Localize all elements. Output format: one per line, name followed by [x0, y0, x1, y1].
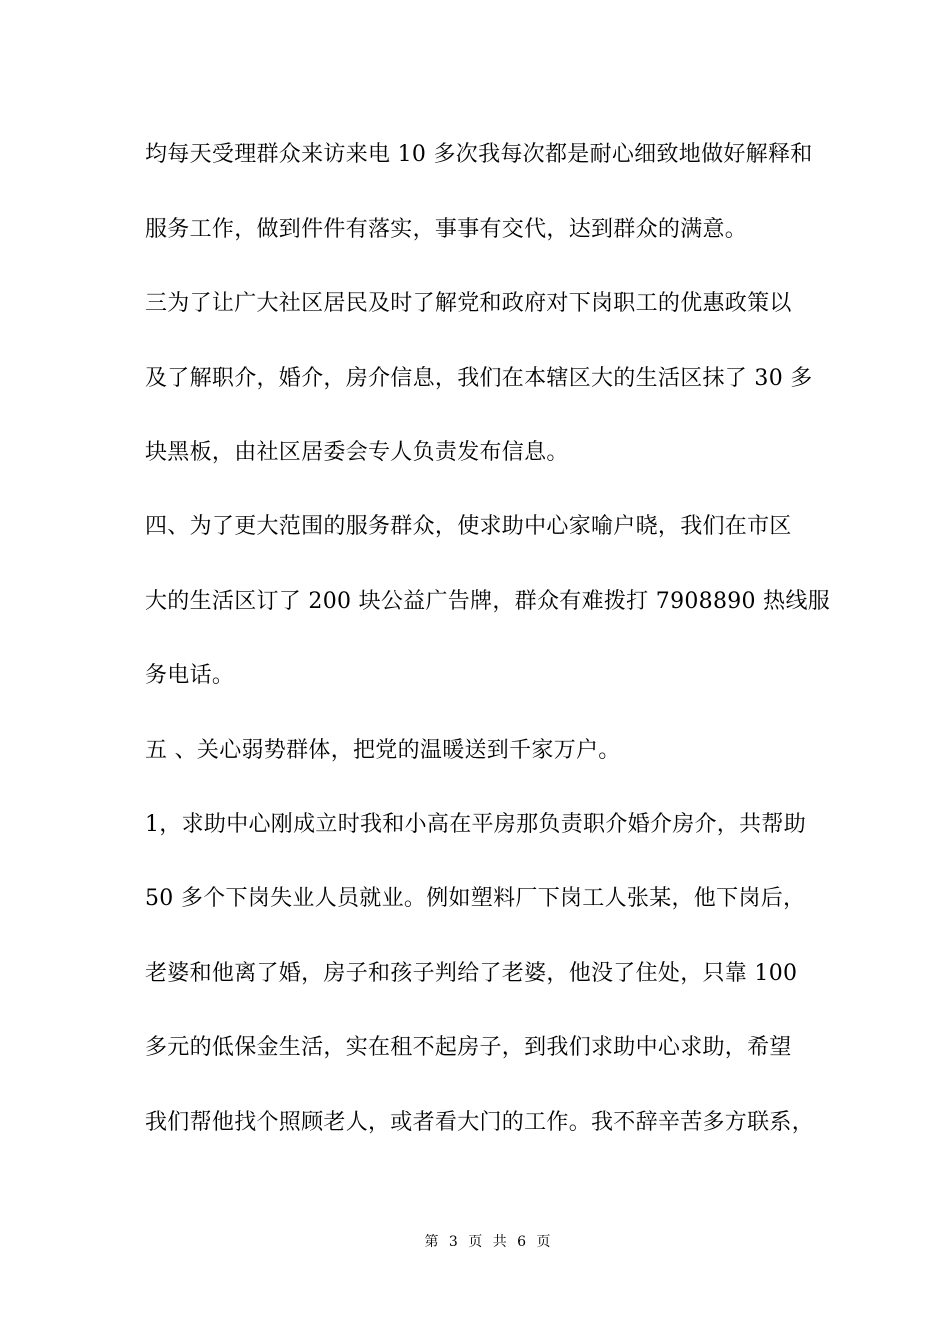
page-footer: [0, 1233, 950, 1251]
footer-page-unit: 页: [468, 1234, 483, 1250]
text-line: 五 、关心弱势群体，把党的温暖送到千家万户。: [145, 738, 621, 763]
text-line: 块黑板，由社区居委会专人负责发布信息。: [145, 440, 569, 465]
text-line: 我们帮他找个照顾老人，或者看大门的工作。我不辞辛苦多方联系，: [145, 1110, 815, 1135]
text-line: 及了解职介，婚介，房介信息，我们在本辖区大的生活区抹了 30 多: [145, 366, 813, 391]
text-line: 多元的低保金生活，实在租不起房子，到我们求助中心求助，希望: [145, 1035, 792, 1060]
footer-prefix: 第: [424, 1234, 439, 1250]
text-line: 四、为了更大范围的服务群众，使求助中心家喻户晓，我们在市区: [145, 514, 792, 539]
footer-total-unit: 页: [536, 1234, 551, 1250]
text-line: 50 多个下岗失业人员就业。例如塑料厂下岗工人张某，他下岗后，: [145, 886, 806, 911]
text-line: 大的生活区订了 200 块公益广告牌，群众有难拨打 7908890 热线服: [145, 589, 831, 614]
text-line: 服务工作，做到件件有落实，事事有交代，达到群众的满意。: [145, 217, 748, 242]
page-number: [396, 1233, 553, 1251]
footer-total-pages: 6: [517, 1234, 527, 1250]
text-line: 1，求助中心刚成立时我和小高在平房那负责职介婚介房介，共帮助: [145, 812, 806, 837]
footer-total-prefix: 共: [492, 1234, 507, 1250]
text-line: 均每天受理群众来访来电 10 多次我每次都是耐心细致地做好解释和: [145, 142, 813, 167]
text-line: 老婆和他离了婚，房子和孩子判给了老婆，他没了住处，只靠 100: [145, 961, 798, 986]
text-line: 务电话。: [145, 663, 235, 688]
text-line: 三为了让广大社区居民及时了解党和政府对下岗职工的优惠政策以: [145, 291, 792, 316]
footer-current-page: 3: [448, 1234, 458, 1250]
